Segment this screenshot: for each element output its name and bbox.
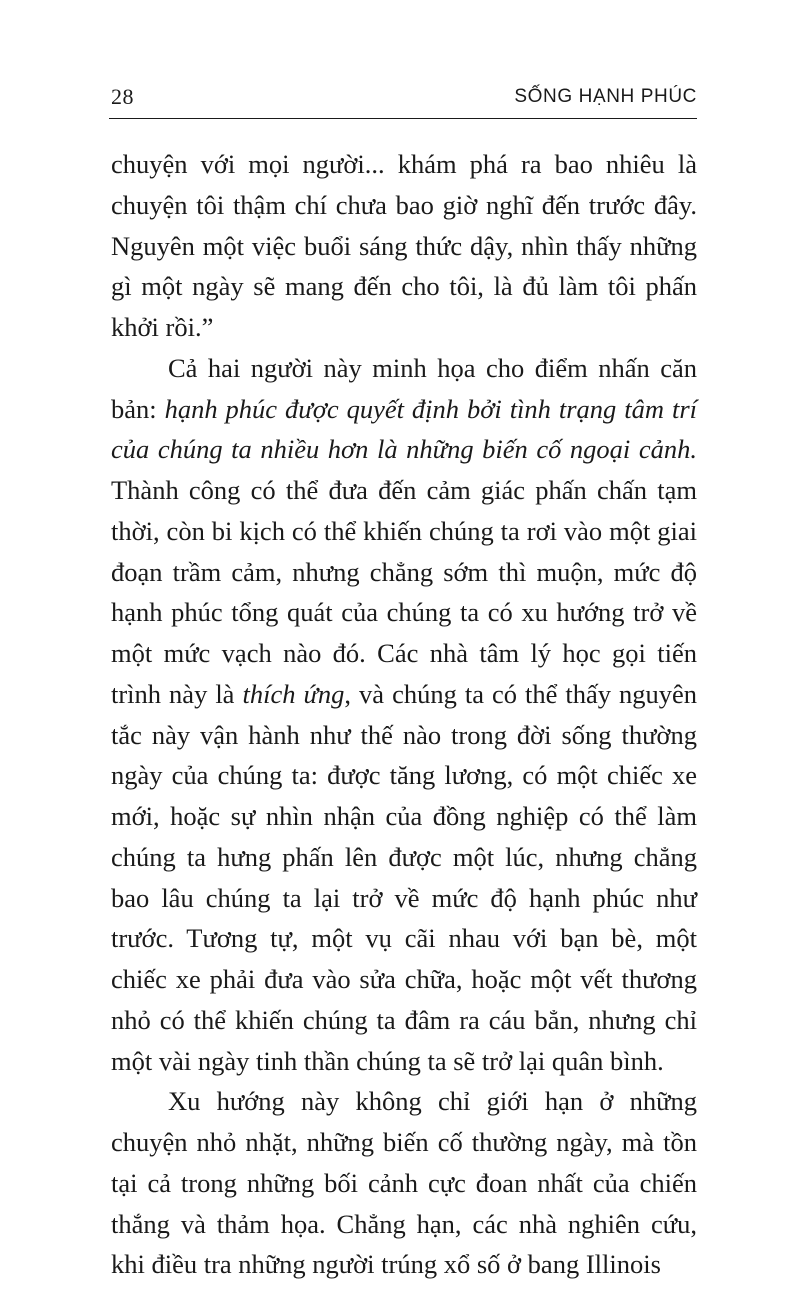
paragraph-3-text: Xu hướng này không chỉ giới hạn ở những chuyện nhỏ nhặt, những biến cố thường ngày, mà tồn tại cả trong những bối cảnh cực đoan nhất của chiến thắng và thảm họa. Chẳng hạn, các nhà nghiên cứu, khi điều tra những người trúng xổ số ở bang Illinois (111, 1086, 697, 1280)
paragraph-3 (111, 1081, 697, 1285)
page-number: 28 (111, 84, 134, 109)
paragraph-1 (111, 144, 697, 348)
paragraph-2-italic-key-point: hạnh phúc được quyết định bởi tình trạng tâm trí của chúng ta nhiều hơn là những biến cố ngoại cảnh. (111, 393, 697, 465)
paragraph-1-text: chuyện với mọi người... khám phá ra bao nhiêu là chuyện tôi thậm chí chưa bao giờ nghĩ đến trước đây. Nguyên một việc buổi sáng thức dậy, nhìn thấy những gì một ngày sẽ mang đến cho tôi, là đủ làm tôi phấn khởi rồi.” (111, 149, 697, 342)
paragraph-2-text-start: Cả hai người này minh họa cho điểm nhấn căn bản: (111, 352, 697, 424)
body-text (111, 144, 697, 1285)
paragraph-2-text-middle: Thành công có thể đưa đến cảm giác phấn chấn tạm thời, còn bi kịch có thể khiến chúng ta rơi vào một giai đoạn trầm cảm, nhưng chẳng sớm thì muộn, mức độ hạnh phúc tổng quát của chúng ta có xu hướng trở về một mức vạch nào đó. Các nhà tâm lý học gọi tiến trình này là (111, 475, 697, 709)
header-divider (109, 118, 697, 119)
running-title: SỐNG HẠNH PHÚC (514, 86, 697, 107)
paragraph-2-italic-term: thích ứng (242, 678, 345, 709)
paragraph-2 (111, 348, 697, 1082)
page-header (111, 82, 697, 112)
paragraph-2-text-end: , và chúng ta có thể thấy nguyên tắc này vận hành như thế nào trong đời sống thường ngày của chúng ta: được tăng lương, có một chiếc xe mới, hoặc sự nhìn nhận của đồng nghiệp có thể làm chúng ta hưng phấn lên được một lúc, nhưng chẳng bao lâu chúng ta lại trở về mức độ hạnh phúc như trước. Tương tự, một vụ cãi nhau với bạn bè, một chiếc xe phải đưa vào sửa chữa, hoặc một vết thương nhỏ có thể khiến chúng ta đâm ra cáu bẳn, nhưng chỉ một vài ngày tinh thần chúng ta sẽ trở lại quân bình. (111, 678, 698, 1076)
